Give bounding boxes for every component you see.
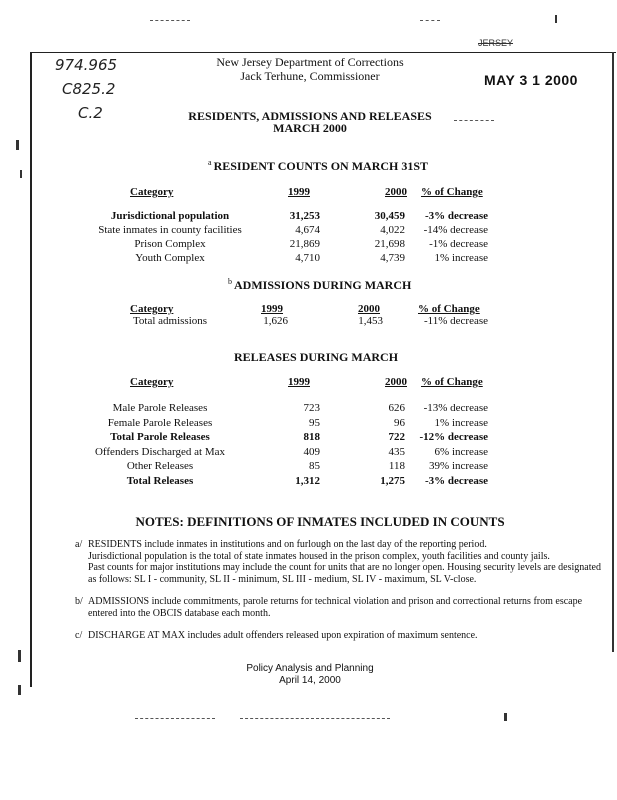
scan-dash [240,718,390,719]
note-a-marker: a/ [75,539,83,550]
change-cell: -11% decrease [423,315,488,327]
notes-heading: NOTES: DEFINITIONS OF INMATES INCLUDED IN COUNTS [135,514,505,529]
col-1999: 1999 [261,303,283,315]
footer-office: Policy Analysis and Planning [246,663,374,674]
change-cell: -12% decrease [419,431,488,443]
value-2000-cell: 626 [388,402,405,414]
col-category: Category [130,186,174,198]
scan-speck [20,170,22,178]
col-change: % of Change [421,186,483,198]
category-cell: Total admissions [132,315,208,327]
category-cell: Other Releases [126,460,194,472]
note-a-text-3: Past counts for major institutions may include the count for units that are no longer open. Housing security levels are designated [88,562,601,573]
change-cell: -13% decrease [423,402,488,414]
change-cell: -3% decrease [424,474,488,487]
value-2000-cell: 30,459 [374,210,405,222]
col-1999: 1999 [288,186,310,198]
note-c-text-1: DISCHARGE AT MAX includes adult offenders released upon expiration of maximum sentence. [88,630,478,641]
value-2000-cell: 118 [388,460,405,472]
category-cell: Male Parole Releases [112,402,208,414]
category-cell: Youth Complex [135,252,205,264]
note-a [75,539,615,585]
value-2000-cell: 435 [388,445,405,458]
note-c-marker: c/ [75,630,83,641]
document-frame [30,52,616,687]
note-a-text-1: RESIDENTS include inmates in institutions and on furlough on the last day of the reporting period. [88,539,487,550]
agency-name: New Jersey Department of Corrections [216,55,404,69]
value-1999-cell: 818 [303,431,320,443]
scan-speck [18,650,21,662]
value-2000-cell: 4,022 [380,224,405,236]
value-1999-cell: 31,253 [289,210,320,222]
scan-speck [504,713,507,721]
stamp-top-text: JERSEY [478,38,514,48]
commissioner-name: Jack Terhune, Commissioner [240,69,380,83]
change-cell: 39% increase [429,460,488,472]
handwritten-call-number-2: C825.2 [62,80,116,98]
col-category: Category [130,376,174,388]
value-1999-cell: 409 [303,445,320,458]
releases-heading: RELEASES DURING MARCH [234,350,399,364]
note-b-marker: b/ [75,596,83,607]
category-cell: State inmates in county facilities [98,224,242,236]
col-2000: 2000 [358,303,380,315]
note-c [75,630,615,642]
note-b-text-2: entered into the OBCIS database each month. [88,607,271,619]
category-cell: Prison Complex [134,238,206,250]
value-1999-cell: 4,710 [295,252,320,264]
resident-counts-heading: $^a$ RESIDENT COUNTS ON MARCH 31ST [208,158,429,173]
category-cell: Offenders Discharged at Max [94,445,226,458]
col-1999: 1999 [288,376,310,388]
scan-speck [18,685,21,695]
scan-dash [454,120,494,121]
note-b [75,596,615,619]
change-cell: -1% decrease [429,238,488,250]
footer-date: April 14, 2000 [279,675,341,686]
category-cell: Female Parole Releases [107,416,213,429]
scan-dash [135,718,215,719]
value-1999-cell: 723 [303,402,320,414]
value-1999-cell: 21,869 [289,238,320,250]
admissions-heading: $^b$ ADMISSIONS DURING MARCH [228,277,412,292]
value-1999-cell: 95 [309,416,320,429]
change-cell: -3% decrease [424,210,488,222]
category-cell: Jurisdictional population [110,210,230,222]
handwritten-call-number-3: C.2 [78,104,103,122]
scan-speck [555,15,557,23]
note-a-text-2: Jurisdictional population is the total of state inmates housed in the prison complex, youth facilities and county jails. [88,550,550,562]
scan-dash [420,20,440,21]
note-b-text-1: ADMISSIONS include commitments, parole returns for technical violation and prison and correctional returns from escape [88,596,583,607]
col-change: % of Change [421,376,483,388]
handwritten-call-number: 974.965 [55,56,118,74]
value-2000-cell: 96 [394,416,405,429]
value-1999-cell: 4,674 [295,224,320,236]
value-2000-cell: 21,698 [374,238,405,250]
report-title: RESIDENTS, ADMISSIONS AND RELEASES [188,109,432,123]
note-marker: b [228,277,232,286]
change-cell: 6% increase [434,445,488,458]
col-2000: 2000 [385,186,407,198]
value-2000-cell: 4,739 [380,252,405,264]
value-1999-cell: 1,626 [263,315,288,327]
received-date-stamp: MAY 3 1 2000 [484,72,578,88]
category-cell: Total Releases [126,474,194,487]
value-2000-cell: 1,453 [358,315,383,327]
value-2000-cell: 1,275 [380,474,405,487]
report-period: MARCH 2000 [273,121,347,135]
scan-dash [150,20,190,21]
change-cell: 1% increase [434,252,488,264]
change-cell: 1% increase [434,416,488,429]
value-1999-cell: 85 [309,460,320,472]
value-2000-cell: 722 [388,431,405,443]
col-change: % of Change [418,303,480,315]
scan-speck [16,140,19,150]
value-1999-cell: 1,312 [295,474,320,487]
note-a-text-4: as follows: SL I - community, SL II - minimum, SL III - medium, SL IV - maximum, SL V-close. [88,573,477,585]
col-category: Category [130,303,174,315]
change-cell: -14% decrease [423,224,488,236]
note-marker: a [208,158,212,167]
col-2000: 2000 [385,376,407,388]
category-cell: Total Parole Releases [110,431,210,443]
